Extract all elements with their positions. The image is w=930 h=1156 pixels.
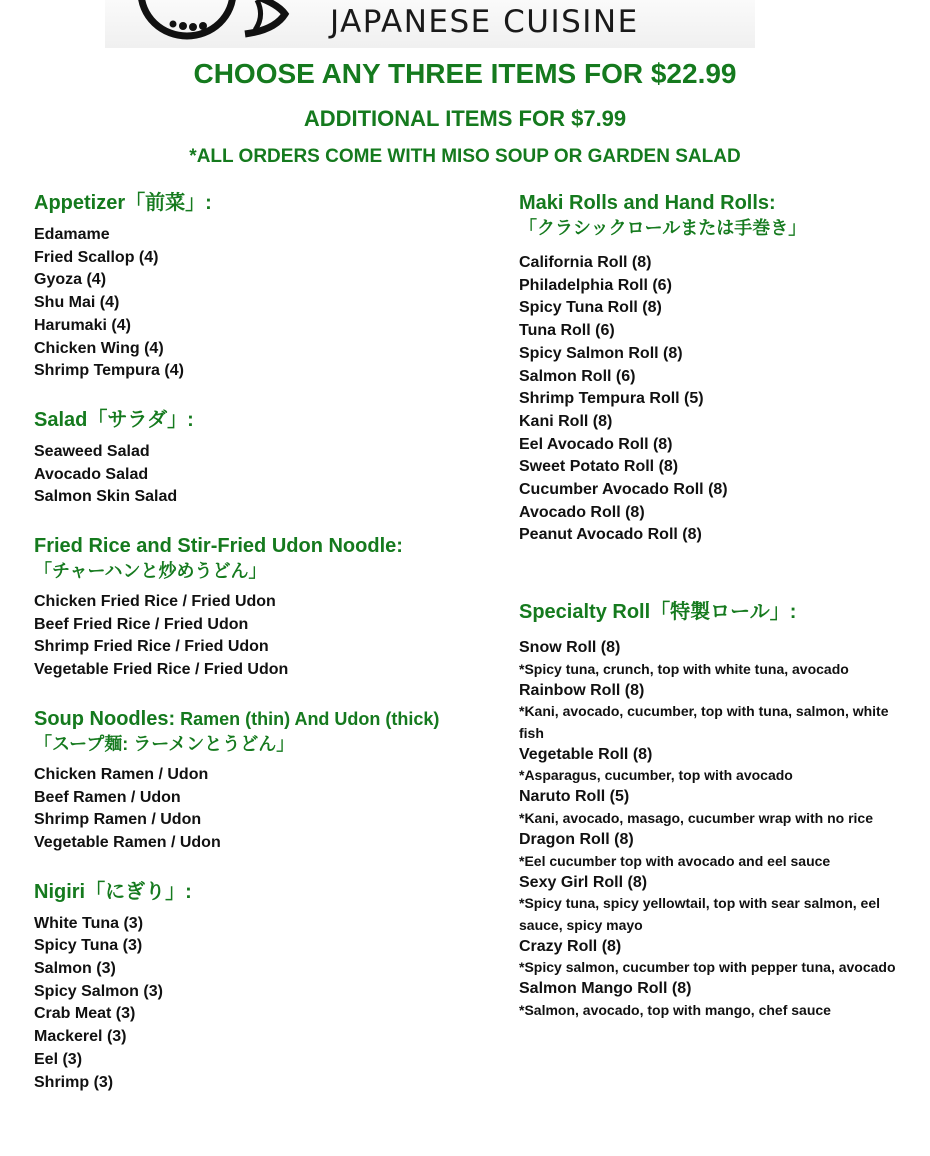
fried-rice-section	[34, 533, 494, 682]
specialty-roll-description: *Spicy tuna, spicy yellowtail, top with sear salmon, eel sauce, spicy mayo	[519, 895, 880, 933]
left-column	[34, 190, 494, 1094]
menu-item: Sweet Potato Roll (8)	[519, 458, 679, 476]
menu-item: Cucumber Avocado Roll (8)	[519, 481, 728, 499]
item-list	[34, 764, 494, 855]
specialty-list	[519, 637, 914, 1021]
specialty-roll-name: Vegetable Roll (8)	[519, 745, 653, 763]
menu-item: Chicken Wing (4)	[34, 339, 164, 357]
menu-item: Kani Roll (8)	[519, 412, 613, 430]
menu-item: White Tuna (3)	[34, 914, 144, 932]
section-title: Specialty Roll「特製ロール」:	[519, 601, 797, 624]
soup-noodles-section	[34, 706, 494, 855]
specialty-roll-description: *Salmon, avocado, top with mango, chef sauce	[519, 1001, 831, 1018]
orders-note: *ALL ORDERS COME WITH MISO SOUP OR GARDEN SALAD	[189, 146, 741, 167]
menu-item: Edamame	[34, 226, 110, 243]
section-title: Fried Rice and Stir-Fried Udon Noodle:	[34, 535, 403, 558]
menu-item: Vegetable Ramen / Udon	[34, 833, 221, 851]
section-title-main: Soup Noodles:	[34, 707, 176, 730]
item-list	[34, 591, 494, 682]
fish-logo-icon	[125, 0, 295, 42]
menu-item: Shrimp Ramen / Udon	[34, 811, 202, 829]
specialty-roll-description: *Spicy salmon, cucumber top with pepper tuna, avocado	[519, 959, 896, 976]
menu-item: Salmon Skin Salad	[34, 488, 178, 506]
item-list	[34, 913, 494, 1095]
specialty-roll-name: Naruto Roll (5)	[519, 788, 630, 806]
menu-item: Shrimp (3)	[34, 1073, 114, 1091]
specialty-section	[519, 599, 914, 1021]
menu-item: Spicy Tuna Roll (8)	[519, 299, 662, 317]
item-list	[519, 252, 914, 547]
logo-text: JAPANESE CUISINE	[330, 4, 639, 40]
section-title: Appetizer「前菜」:	[34, 192, 212, 214]
right-column	[519, 190, 914, 1021]
section-subtitle: 「チャーハンと炒めうどん」	[34, 561, 267, 582]
menu-item: Crab Meat (3)	[34, 1005, 136, 1023]
promo-headline: CHOOSE ANY THREE ITEMS FOR $22.99	[193, 58, 737, 89]
additional-items-price: ADDITIONAL ITEMS FOR $7.99	[303, 106, 627, 131]
menu-item: Harumaki (4)	[34, 316, 131, 334]
menu-item: Spicy Tuna (3)	[34, 937, 143, 955]
menu-item: Philadelphia Roll (6)	[519, 276, 672, 294]
specialty-roll-name: Dragon Roll (8)	[519, 831, 634, 849]
menu-item: Spicy Salmon (3)	[34, 982, 163, 1000]
salad-section	[34, 407, 494, 509]
menu-item: Beef Ramen / Udon	[34, 788, 181, 806]
item-list	[34, 224, 494, 383]
section-title: Nigiri「にぎり」:	[34, 880, 192, 903]
specialty-roll-description: *Kani, avocado, masago, cucumber wrap with no rice	[519, 809, 873, 826]
menu-item: California Roll (8)	[519, 254, 652, 271]
specialty-roll-name: Rainbow Roll (8)	[519, 681, 645, 699]
specialty-roll-description: *Eel cucumber top with avocado and eel sauce	[519, 852, 831, 869]
menu-item: Shrimp Tempura (4)	[34, 362, 184, 380]
specialty-roll-description: *Spicy tuna, crunch, top with white tuna, avocado	[519, 660, 849, 677]
maki-section	[519, 190, 914, 547]
menu-item: Shrimp Tempura Roll (5)	[519, 390, 704, 408]
menu-item: Vegetable Fried Rice / Fried Udon	[34, 661, 289, 679]
section-title	[34, 706, 494, 732]
menu-item: Eel (3)	[34, 1050, 83, 1068]
menu-item: Eel Avocado Roll (8)	[519, 435, 673, 453]
specialty-roll-name: Snow Roll (8)	[519, 639, 621, 657]
menu-item: Gyoza (4)	[34, 271, 107, 289]
item-list	[34, 441, 494, 509]
menu-item: Mackerel (3)	[34, 1028, 127, 1046]
menu-item: Spicy Salmon Roll (8)	[519, 344, 683, 362]
section-subtitle: 「クラシックロールまたは手巻き」	[519, 218, 807, 238]
menu-item: Salmon Roll (6)	[519, 367, 636, 385]
appetizer-section	[34, 190, 494, 383]
section-title: Salad「サラダ」:	[34, 408, 194, 431]
specialty-roll-name: Sexy Girl Roll (8)	[519, 873, 648, 891]
menu-item: Avocado Salad	[34, 465, 149, 483]
menu-item: Chicken Fried Rice / Fried Udon	[34, 593, 276, 611]
menu-item: Shu Mai (4)	[34, 294, 120, 312]
section-title-detail: Ramen (thin) And Udon (thick)	[175, 708, 440, 729]
menu-item: Tuna Roll (6)	[519, 322, 615, 340]
menu-item: Avocado Roll (8)	[519, 503, 645, 521]
menu-item: Salmon (3)	[34, 960, 116, 978]
menu-item: Beef Fried Rice / Fried Udon	[34, 615, 249, 633]
specialty-roll-name: Crazy Roll (8)	[519, 937, 622, 955]
specialty-roll-description: *Asparagus, cucumber, top with avocado	[519, 767, 793, 784]
menu-item: Fried Scallop (4)	[34, 248, 159, 266]
nigiri-section	[34, 879, 494, 1095]
menu-item: Shrimp Fried Rice / Fried Udon	[34, 638, 269, 656]
restaurant-logo	[105, 0, 755, 48]
menu-item: Seaweed Salad	[34, 442, 150, 460]
section-title: Maki Rolls and Hand Rolls:	[519, 192, 776, 214]
specialty-roll-description: *Kani, avocado, cucumber, top with tuna, salmon, white fish	[519, 703, 889, 741]
menu-item: Peanut Avocado Roll (8)	[519, 526, 702, 544]
menu-item: Chicken Ramen / Udon	[34, 765, 209, 783]
section-subtitle: 「スープ麺: ラーメンとうどん」	[34, 733, 295, 754]
specialty-roll-name: Salmon Mango Roll (8)	[519, 980, 692, 998]
